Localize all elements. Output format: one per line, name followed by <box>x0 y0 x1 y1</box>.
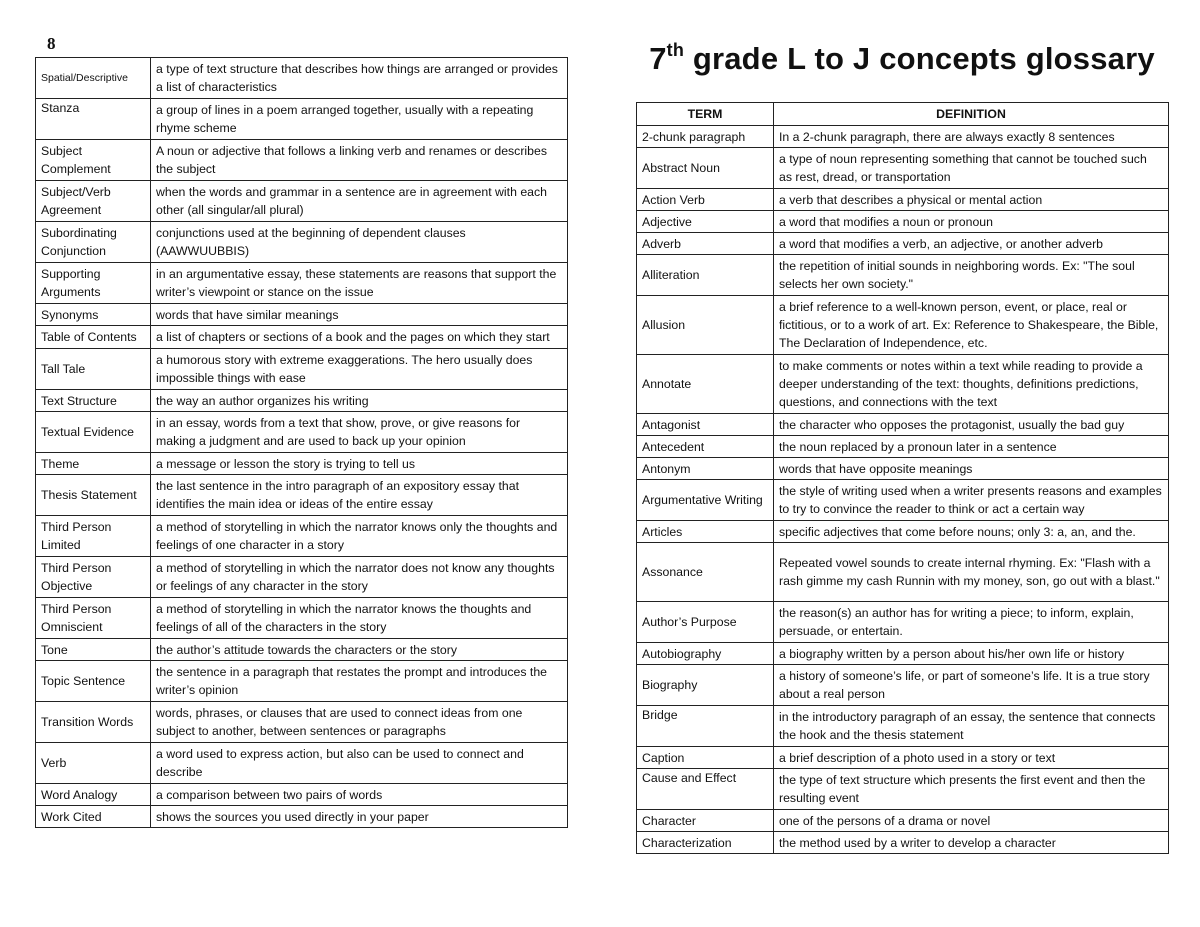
table-row <box>36 181 568 222</box>
table-row <box>637 480 1169 521</box>
term-cell: Assonance <box>637 543 774 602</box>
table-row <box>36 784 568 806</box>
definition-cell: words, phrases, or clauses that are used to connect ideas from one subject to another, between sentences or paragraphs <box>151 702 568 743</box>
definition-cell: In a 2-chunk paragraph, there are always exactly 8 sentences <box>774 126 1169 148</box>
term-cell: Work Cited <box>36 806 151 828</box>
term-cell: Thesis Statement <box>36 475 151 516</box>
definition-cell: a word used to express action, but also can be used to connect and describe <box>151 743 568 784</box>
definition-cell: a type of text structure that describes how things are arranged or provides a list of characteristics <box>151 58 568 99</box>
table-row <box>637 355 1169 414</box>
definition-cell: a method of storytelling in which the narrator knows only the thoughts and feelings of one character in a story <box>151 516 568 557</box>
term-cell: Adjective <box>637 211 774 233</box>
table-row <box>637 255 1169 296</box>
definition-cell: Repeated vowel sounds to create internal rhyming. Ex: "Flash with a rash gimme my cash Runnin with my money, son, go out with a blast." <box>774 543 1169 602</box>
table-row <box>36 598 568 639</box>
table-row <box>36 806 568 828</box>
definition-cell: words that have similar meanings <box>151 304 568 326</box>
definition-cell: a humorous story with extreme exaggerations. The hero usually does impossible things with ease <box>151 349 568 390</box>
definition-cell: a comparison between two pairs of words <box>151 784 568 806</box>
term-cell: Antonym <box>637 458 774 480</box>
definition-cell: in an essay, words from a text that show, prove, or give reasons for making a judgment and are used to back up your opinion <box>151 412 568 453</box>
table-row <box>36 326 568 349</box>
term-cell: Stanza <box>36 99 151 140</box>
table-row <box>637 706 1169 747</box>
definition-cell: a method of storytelling in which the narrator knows the thoughts and feelings of all of the characters in the story <box>151 598 568 639</box>
table-row <box>637 296 1169 355</box>
definition-cell: the reason(s) an author has for writing a piece; to inform, explain, persuade, or entertain. <box>774 602 1169 643</box>
table-row <box>36 453 568 475</box>
term-cell: Characterization <box>637 832 774 854</box>
definition-cell: the last sentence in the intro paragraph of an expository essay that identifies the main idea or ideas of the entire essay <box>151 475 568 516</box>
page-title <box>636 40 1168 77</box>
term-cell: Adverb <box>637 233 774 255</box>
table-row <box>637 414 1169 436</box>
definition-cell: shows the sources you used directly in your paper <box>151 806 568 828</box>
table-row <box>637 769 1169 810</box>
term-cell: Supporting Arguments <box>36 263 151 304</box>
term-cell: Tall Tale <box>36 349 151 390</box>
term-cell: Spatial/Descriptive <box>36 58 151 99</box>
definition-cell: a method of storytelling in which the narrator does not know any thoughts or feelings of any character in the story <box>151 557 568 598</box>
term-cell: Tone <box>36 639 151 661</box>
definition-cell: the method used by a writer to develop a character <box>774 832 1169 854</box>
table-header-row <box>637 103 1169 126</box>
term-cell: Articles <box>637 521 774 543</box>
definition-cell: a biography written by a person about his/her own life or history <box>774 643 1169 665</box>
definition-cell: to make comments or notes within a text while reading to provide a deeper understanding of the text: thoughts, definitions predictions, questions, and connections with the text <box>774 355 1169 414</box>
term-cell: Synonyms <box>36 304 151 326</box>
term-cell: Caption <box>637 747 774 769</box>
definition-cell: the type of text structure which presents the first event and then the resulting event <box>774 769 1169 810</box>
term-cell: Topic Sentence <box>36 661 151 702</box>
definition-cell: the repetition of initial sounds in neighboring words. Ex: "The soul selects her own society." <box>774 255 1169 296</box>
term-cell: Third Person Omniscient <box>36 598 151 639</box>
table-row <box>36 222 568 263</box>
definition-cell: conjunctions used at the beginning of dependent clauses (AAWWUUBBIS) <box>151 222 568 263</box>
definition-cell: one of the persons of a drama or novel <box>774 810 1169 832</box>
definition-cell: a brief description of a photo used in a story or text <box>774 747 1169 769</box>
term-cell: Transition Words <box>36 702 151 743</box>
definition-cell: words that have opposite meanings <box>774 458 1169 480</box>
table-row <box>637 233 1169 255</box>
table-row <box>637 148 1169 189</box>
definition-cell: a history of someone’s life, or part of someone’s life. It is a true story about a real person <box>774 665 1169 706</box>
term-cell: Theme <box>36 453 151 475</box>
definition-cell: the character who opposes the protagonist, usually the bad guy <box>774 414 1169 436</box>
table-row <box>637 436 1169 458</box>
term-cell: Bridge <box>637 706 774 747</box>
term-cell: Author’s Purpose <box>637 602 774 643</box>
table-row <box>637 643 1169 665</box>
definition-cell: A noun or adjective that follows a linking verb and renames or describes the subject <box>151 140 568 181</box>
definition-cell: a verb that describes a physical or mental action <box>774 189 1169 211</box>
table-row <box>637 747 1169 769</box>
term-cell: Third Person Objective <box>36 557 151 598</box>
table-row <box>637 665 1169 706</box>
term-cell: Table of Contents <box>36 326 151 349</box>
definition-column-header: DEFINITION <box>774 103 1169 126</box>
page-number: 8 <box>47 34 56 53</box>
table-row <box>36 661 568 702</box>
term-cell: Text Structure <box>36 390 151 412</box>
table-row <box>637 810 1169 832</box>
table-row <box>36 743 568 784</box>
table-row <box>36 304 568 326</box>
term-cell: Action Verb <box>637 189 774 211</box>
table-row <box>637 458 1169 480</box>
definition-cell: in the introductory paragraph of an essay, the sentence that connects the hook and the thesis statement <box>774 706 1169 747</box>
definition-cell: a message or lesson the story is trying to tell us <box>151 453 568 475</box>
table-row <box>637 602 1169 643</box>
term-cell: Abstract Noun <box>637 148 774 189</box>
table-row <box>36 263 568 304</box>
table-row <box>36 99 568 140</box>
definition-cell: a brief reference to a well-known person, event, or place, real or fictitious, or to a work of art. Ex: Reference to Shakespeare, the Bible, The Declaration of Independence, etc. <box>774 296 1169 355</box>
definition-cell: a type of noun representing something that cannot be touched such as rest, dread, or transportation <box>774 148 1169 189</box>
term-cell: Biography <box>637 665 774 706</box>
term-cell: Alliteration <box>637 255 774 296</box>
definition-cell: a word that modifies a verb, an adjective, or another adverb <box>774 233 1169 255</box>
term-cell: Annotate <box>637 355 774 414</box>
table-row <box>637 211 1169 233</box>
term-cell: Allusion <box>637 296 774 355</box>
table-row <box>36 639 568 661</box>
term-cell: Subject Complement <box>36 140 151 181</box>
term-cell: Word Analogy <box>36 784 151 806</box>
glossary-table-continued <box>35 57 568 828</box>
glossary-table <box>636 102 1169 854</box>
definition-cell: the way an author organizes his writing <box>151 390 568 412</box>
term-cell: Subordinating Conjunction <box>36 222 151 263</box>
definition-cell: when the words and grammar in a sentence are in agreement with each other (all singular/all plural) <box>151 181 568 222</box>
table-row <box>36 349 568 390</box>
definition-cell: specific adjectives that come before nouns; only 3: a, an, and the. <box>774 521 1169 543</box>
table-row <box>36 557 568 598</box>
title-superscript: th <box>666 40 685 60</box>
table-row <box>36 516 568 557</box>
definition-cell: a list of chapters or sections of a book and the pages on which they start <box>151 326 568 349</box>
term-cell: Verb <box>36 743 151 784</box>
definition-cell: the author’s attitude towards the characters or the story <box>151 639 568 661</box>
term-cell: Autobiography <box>637 643 774 665</box>
table-row <box>36 140 568 181</box>
term-cell: 2-chunk paragraph <box>637 126 774 148</box>
title-number: 7 <box>649 41 667 76</box>
definition-cell: a group of lines in a poem arranged together, usually with a repeating rhyme scheme <box>151 99 568 140</box>
term-cell: Cause and Effect <box>637 769 774 810</box>
term-cell: Character <box>637 810 774 832</box>
table-row <box>637 521 1169 543</box>
title-text: grade L to J concepts glossary <box>684 41 1155 76</box>
definition-cell: the sentence in a paragraph that restates the prompt and introduces the writer’s opinion <box>151 661 568 702</box>
term-cell: Argumentative Writing <box>637 480 774 521</box>
definition-cell: the style of writing used when a writer presents reasons and examples to try to convince the reader to think or act a certain way <box>774 480 1169 521</box>
term-cell: Textual Evidence <box>36 412 151 453</box>
term-cell: Antecedent <box>637 436 774 458</box>
definition-cell: a word that modifies a noun or pronoun <box>774 211 1169 233</box>
table-row <box>637 832 1169 854</box>
term-column-header: TERM <box>637 103 774 126</box>
table-row <box>36 412 568 453</box>
table-row <box>36 58 568 99</box>
definition-cell: the noun replaced by a pronoun later in a sentence <box>774 436 1169 458</box>
table-row <box>637 126 1169 148</box>
table-row <box>637 189 1169 211</box>
term-cell: Antagonist <box>637 414 774 436</box>
table-row <box>36 702 568 743</box>
term-cell: Subject/Verb Agreement <box>36 181 151 222</box>
definition-cell: in an argumentative essay, these statements are reasons that support the writer’s viewpoint or stance on the issue <box>151 263 568 304</box>
term-cell: Third Person Limited <box>36 516 151 557</box>
table-row <box>36 475 568 516</box>
table-row <box>637 543 1169 602</box>
table-row <box>36 390 568 412</box>
